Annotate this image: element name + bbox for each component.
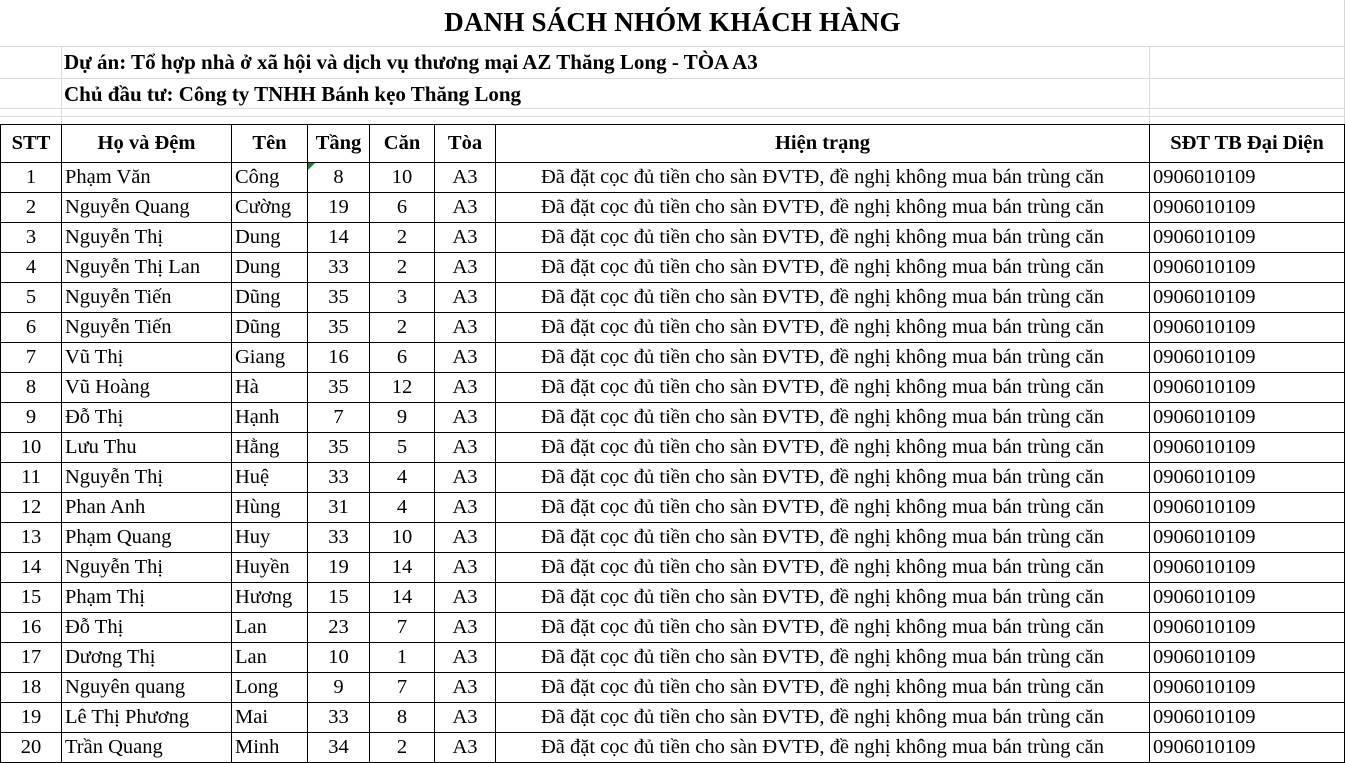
cell-hien-trang[interactable]: Đã đặt cọc đủ tiền cho sàn ĐVTĐ, đề nghị không mua bán trùng căn (496, 193, 1150, 223)
cell-sdt[interactable]: 0906010109 (1150, 583, 1345, 613)
cell-toa[interactable]: A3 (435, 283, 496, 313)
cell-toa[interactable]: A3 (435, 313, 496, 343)
col-header-hien-trang[interactable]: Hiện trạng (496, 125, 1150, 163)
cell-can[interactable]: 2 (370, 223, 435, 253)
cell-toa[interactable]: A3 (435, 583, 496, 613)
cell-can[interactable]: 1 (370, 643, 435, 673)
cell-toa[interactable]: A3 (435, 193, 496, 223)
cell-can[interactable]: 5 (370, 433, 435, 463)
cell-tang[interactable]: 33 (308, 253, 370, 283)
cell-can[interactable]: 2 (370, 733, 435, 763)
cell-tang[interactable]: 19 (308, 553, 370, 583)
cell-ten[interactable]: Hạnh (232, 403, 308, 433)
cell-tang[interactable]: 33 (308, 703, 370, 733)
table-row (1, 673, 1345, 703)
cell-indicator-icon (308, 163, 315, 170)
cell-ten[interactable]: Huệ (232, 463, 308, 493)
cell-tang[interactable]: 34 (308, 733, 370, 763)
cell-sdt[interactable]: 0906010109 (1150, 703, 1345, 733)
cell-ten[interactable]: Mai (232, 703, 308, 733)
cell-hien-trang[interactable]: Đã đặt cọc đủ tiền cho sàn ĐVTĐ, đề nghị không mua bán trùng căn (496, 553, 1150, 583)
cell-stt[interactable]: 20 (1, 733, 62, 763)
cell-stt[interactable]: 14 (1, 553, 62, 583)
cell-tang[interactable]: 35 (308, 283, 370, 313)
cell-stt[interactable]: 2 (1, 193, 62, 223)
cell-hien-trang[interactable]: Đã đặt cọc đủ tiền cho sàn ĐVTĐ, đề nghị không mua bán trùng căn (496, 673, 1150, 703)
cell-can[interactable]: 3 (370, 283, 435, 313)
cell-stt[interactable]: 7 (1, 343, 62, 373)
cell-toa[interactable]: A3 (435, 223, 496, 253)
cell-can[interactable]: 7 (370, 613, 435, 643)
cell-stt[interactable]: 17 (1, 643, 62, 673)
table-row (1, 733, 1345, 763)
cell-stt[interactable]: 5 (1, 283, 62, 313)
cell-ten[interactable]: Minh (232, 733, 308, 763)
cell-sdt[interactable]: 0906010109 (1150, 643, 1345, 673)
cell-toa[interactable]: A3 (435, 493, 496, 523)
gridline (0, 78, 1345, 79)
table-row (1, 703, 1345, 733)
gridline (0, 108, 1345, 109)
cell-stt[interactable]: 18 (1, 673, 62, 703)
cell-hien-trang[interactable]: Đã đặt cọc đủ tiền cho sàn ĐVTĐ, đề nghị không mua bán trùng căn (496, 433, 1150, 463)
col-header-sdt[interactable]: SĐT TB Đại Diện (1150, 125, 1345, 163)
cell-ho-dem[interactable]: Nguyễn Thị (62, 223, 232, 253)
cell-sdt[interactable]: 0906010109 (1150, 463, 1345, 493)
cell-toa[interactable]: A3 (435, 163, 496, 193)
cell-hien-trang[interactable]: Đã đặt cọc đủ tiền cho sàn ĐVTĐ, đề nghị không mua bán trùng căn (496, 613, 1150, 643)
cell-ho-dem[interactable]: Vũ Thị (62, 343, 232, 373)
table-row (1, 343, 1345, 373)
cell-can[interactable]: 6 (370, 193, 435, 223)
cell-ho-dem[interactable]: Phạm Văn (62, 163, 232, 193)
cell-sdt[interactable]: 0906010109 (1150, 523, 1345, 553)
cell-sdt[interactable]: 0906010109 (1150, 253, 1345, 283)
cell-sdt[interactable]: 0906010109 (1150, 163, 1345, 193)
table-row (1, 283, 1345, 313)
table-row (1, 553, 1345, 583)
cell-ten[interactable]: Hương (232, 583, 308, 613)
investor-line: Chủ đầu tư: Công ty TNHH Bánh kẹo Thăng Long (64, 82, 522, 106)
title-row (0, 0, 1345, 47)
cell-can[interactable]: 14 (370, 583, 435, 613)
cell-sdt[interactable]: 0906010109 (1150, 493, 1345, 523)
cell-ten[interactable]: Dũng (232, 283, 308, 313)
cell-tang[interactable]: 35 (308, 433, 370, 463)
cell-hien-trang[interactable]: Đã đặt cọc đủ tiền cho sàn ĐVTĐ, đề nghị không mua bán trùng căn (496, 523, 1150, 553)
table-row (1, 613, 1345, 643)
col-header-ten[interactable]: Tên (232, 125, 308, 163)
cell-ten[interactable]: Huyền (232, 553, 308, 583)
cell-tang[interactable]: 15 (308, 583, 370, 613)
cell-toa[interactable]: A3 (435, 613, 496, 643)
cell-tang[interactable]: 16 (308, 343, 370, 373)
cell-tang[interactable]: 33 (308, 523, 370, 553)
cell-ho-dem[interactable]: Lưu Thu (62, 433, 232, 463)
col-header-toa[interactable]: Tòa (435, 125, 496, 163)
cell-sdt[interactable]: 0906010109 (1150, 223, 1345, 253)
cell-sdt[interactable]: 0906010109 (1150, 733, 1345, 763)
cell-hien-trang[interactable]: Đã đặt cọc đủ tiền cho sàn ĐVTĐ, đề nghị không mua bán trùng căn (496, 583, 1150, 613)
cell-stt[interactable]: 19 (1, 703, 62, 733)
cell-hien-trang[interactable]: Đã đặt cọc đủ tiền cho sàn ĐVTĐ, đề nghị không mua bán trùng căn (496, 463, 1150, 493)
cell-sdt[interactable]: 0906010109 (1150, 673, 1345, 703)
sheet-title: DANH SÁCH NHÓM KHÁCH HÀNG (444, 7, 901, 37)
cell-tang[interactable]: 7 (308, 403, 370, 433)
project-line: Dự án: Tổ hợp nhà ở xã hội và dịch vụ thương mại AZ Thăng Long - TÒA A3 (64, 50, 758, 74)
col-header-tang[interactable]: Tầng (308, 125, 370, 163)
cell-sdt[interactable]: 0906010109 (1150, 433, 1345, 463)
table-row (1, 313, 1345, 343)
cell-can[interactable]: 12 (370, 373, 435, 403)
cell-can[interactable]: 10 (370, 523, 435, 553)
cell-tang[interactable]: 31 (308, 493, 370, 523)
cell-hien-trang[interactable]: Đã đặt cọc đủ tiền cho sàn ĐVTĐ, đề nghị không mua bán trùng căn (496, 223, 1150, 253)
cell-can[interactable]: 10 (370, 163, 435, 193)
cell-stt[interactable]: 11 (1, 463, 62, 493)
cell-sdt[interactable]: 0906010109 (1150, 283, 1345, 313)
cell-tang[interactable]: 35 (308, 313, 370, 343)
cell-toa[interactable]: A3 (435, 733, 496, 763)
cell-ho-dem[interactable]: Nguyễn Quang (62, 193, 232, 223)
cell-hien-trang[interactable]: Đã đặt cọc đủ tiền cho sàn ĐVTĐ, đề nghị không mua bán trùng căn (496, 703, 1150, 733)
cell-can[interactable]: 2 (370, 253, 435, 283)
cell-stt[interactable]: 12 (1, 493, 62, 523)
cell-toa[interactable]: A3 (435, 373, 496, 403)
cell-ho-dem[interactable]: Đỗ Thị (62, 403, 232, 433)
cell-sdt[interactable]: 0906010109 (1150, 373, 1345, 403)
cell-can[interactable]: 4 (370, 463, 435, 493)
table-row (1, 493, 1345, 523)
table-row (1, 643, 1345, 673)
cell-stt[interactable]: 15 (1, 583, 62, 613)
cell-hien-trang[interactable]: Đã đặt cọc đủ tiền cho sàn ĐVTĐ, đề nghị không mua bán trùng căn (496, 733, 1150, 763)
cell-stt[interactable]: 4 (1, 253, 62, 283)
cell-ten[interactable]: Lan (232, 613, 308, 643)
cell-can[interactable]: 2 (370, 313, 435, 343)
table-row (1, 523, 1345, 553)
gridline (61, 47, 62, 124)
cell-hien-trang[interactable]: Đã đặt cọc đủ tiền cho sàn ĐVTĐ, đề nghị không mua bán trùng căn (496, 283, 1150, 313)
cell-can[interactable]: 8 (370, 703, 435, 733)
cell-ten[interactable]: Huy (232, 523, 308, 553)
cell-can[interactable]: 9 (370, 403, 435, 433)
cell-tang[interactable]: 33 (308, 463, 370, 493)
cell-hien-trang[interactable]: Đã đặt cọc đủ tiền cho sàn ĐVTĐ, đề nghị không mua bán trùng căn (496, 313, 1150, 343)
cell-hien-trang[interactable]: Đã đặt cọc đủ tiền cho sàn ĐVTĐ, đề nghị không mua bán trùng căn (496, 163, 1150, 193)
table-row (1, 373, 1345, 403)
cell-tang[interactable]: 9 (308, 673, 370, 703)
header-row (1, 125, 1345, 163)
cell-hien-trang[interactable]: Đã đặt cọc đủ tiền cho sàn ĐVTĐ, đề nghị không mua bán trùng căn (496, 343, 1150, 373)
cell-sdt[interactable]: 0906010109 (1150, 613, 1345, 643)
cell-toa[interactable]: A3 (435, 433, 496, 463)
cell-ho-dem[interactable]: Lê Thị Phương (62, 703, 232, 733)
cell-ten[interactable]: Dũng (232, 313, 308, 343)
cell-ho-dem[interactable]: Nguyễn Thị (62, 463, 232, 493)
cell-toa[interactable]: A3 (435, 673, 496, 703)
customer-table (0, 124, 1345, 763)
table-row (1, 583, 1345, 613)
cell-toa[interactable]: A3 (435, 703, 496, 733)
table-row (1, 223, 1345, 253)
cell-hien-trang[interactable]: Đã đặt cọc đủ tiền cho sàn ĐVTĐ, đề nghị không mua bán trùng căn (496, 493, 1150, 523)
cell-sdt[interactable]: 0906010109 (1150, 313, 1345, 343)
cell-ho-dem[interactable]: Nguyễn Thị (62, 553, 232, 583)
table-row (1, 253, 1345, 283)
table-row (1, 163, 1345, 193)
cell-tang[interactable]: 8 (308, 163, 370, 193)
cell-toa[interactable]: A3 (435, 253, 496, 283)
cell-ho-dem[interactable]: Vũ Hoàng (62, 373, 232, 403)
table-row (1, 463, 1345, 493)
table-row (1, 433, 1345, 463)
cell-ten[interactable]: Lan (232, 643, 308, 673)
cell-tang[interactable]: 23 (308, 613, 370, 643)
cell-toa[interactable]: A3 (435, 553, 496, 583)
cell-stt[interactable]: 13 (1, 523, 62, 553)
col-header-ho-dem[interactable]: Họ và Đệm (62, 125, 232, 163)
col-header-stt[interactable]: STT (1, 125, 62, 163)
cell-hien-trang[interactable]: Đã đặt cọc đủ tiền cho sàn ĐVTĐ, đề nghị không mua bán trùng căn (496, 253, 1150, 283)
cell-tang[interactable]: 14 (308, 223, 370, 253)
cell-ten[interactable]: Dung (232, 253, 308, 283)
cell-sdt[interactable]: 0906010109 (1150, 193, 1345, 223)
cell-stt[interactable]: 6 (1, 313, 62, 343)
cell-hien-trang[interactable]: Đã đặt cọc đủ tiền cho sàn ĐVTĐ, đề nghị không mua bán trùng căn (496, 373, 1150, 403)
cell-ho-dem[interactable]: Phan Anh (62, 493, 232, 523)
cell-sdt[interactable]: 0906010109 (1150, 343, 1345, 373)
col-header-can[interactable]: Căn (370, 125, 435, 163)
cell-ho-dem[interactable]: Nguyễn Tiến (62, 283, 232, 313)
cell-stt[interactable]: 3 (1, 223, 62, 253)
cell-can[interactable]: 7 (370, 673, 435, 703)
cell-ten[interactable]: Dung (232, 223, 308, 253)
table-row (1, 193, 1345, 223)
cell-tang[interactable]: 10 (308, 643, 370, 673)
cell-tang[interactable]: 35 (308, 373, 370, 403)
cell-hien-trang[interactable]: Đã đặt cọc đủ tiền cho sàn ĐVTĐ, đề nghị không mua bán trùng căn (496, 643, 1150, 673)
cell-stt[interactable]: 8 (1, 373, 62, 403)
cell-ho-dem[interactable]: Nguyễn Thị Lan (62, 253, 232, 283)
cell-ten[interactable]: Hùng (232, 493, 308, 523)
cell-ho-dem[interactable]: Trần Quang (62, 733, 232, 763)
table-row (1, 403, 1345, 433)
gridline (0, 116, 1345, 117)
cell-can[interactable]: 14 (370, 553, 435, 583)
cell-stt[interactable]: 9 (1, 403, 62, 433)
table-body (1, 163, 1345, 763)
cell-stt[interactable]: 1 (1, 163, 62, 193)
cell-tang[interactable]: 19 (308, 193, 370, 223)
cell-ho-dem[interactable]: Nguyễn Tiến (62, 313, 232, 343)
cell-stt[interactable]: 16 (1, 613, 62, 643)
cell-can[interactable]: 6 (370, 343, 435, 373)
cell-toa[interactable]: A3 (435, 523, 496, 553)
cell-ten[interactable]: Cường (232, 193, 308, 223)
cell-ten[interactable]: Giang (232, 343, 308, 373)
cell-toa[interactable]: A3 (435, 403, 496, 433)
cell-ten[interactable]: Hà (232, 373, 308, 403)
cell-ten[interactable]: Hằng (232, 433, 308, 463)
cell-ten[interactable]: Long (232, 673, 308, 703)
cell-ho-dem[interactable]: Phạm Thị (62, 583, 232, 613)
cell-toa[interactable]: A3 (435, 643, 496, 673)
cell-toa[interactable]: A3 (435, 463, 496, 493)
cell-toa[interactable]: A3 (435, 343, 496, 373)
cell-ho-dem[interactable]: Dương Thị (62, 643, 232, 673)
cell-ho-dem[interactable]: Đỗ Thị (62, 613, 232, 643)
cell-ten[interactable]: Công (232, 163, 308, 193)
cell-stt[interactable]: 10 (1, 433, 62, 463)
cell-sdt[interactable]: 0906010109 (1150, 403, 1345, 433)
cell-can[interactable]: 4 (370, 493, 435, 523)
cell-ho-dem[interactable]: Nguyên quang (62, 673, 232, 703)
gridline (1149, 47, 1150, 124)
cell-sdt[interactable]: 0906010109 (1150, 553, 1345, 583)
cell-ho-dem[interactable]: Phạm Quang (62, 523, 232, 553)
cell-hien-trang[interactable]: Đã đặt cọc đủ tiền cho sàn ĐVTĐ, đề nghị không mua bán trùng căn (496, 403, 1150, 433)
